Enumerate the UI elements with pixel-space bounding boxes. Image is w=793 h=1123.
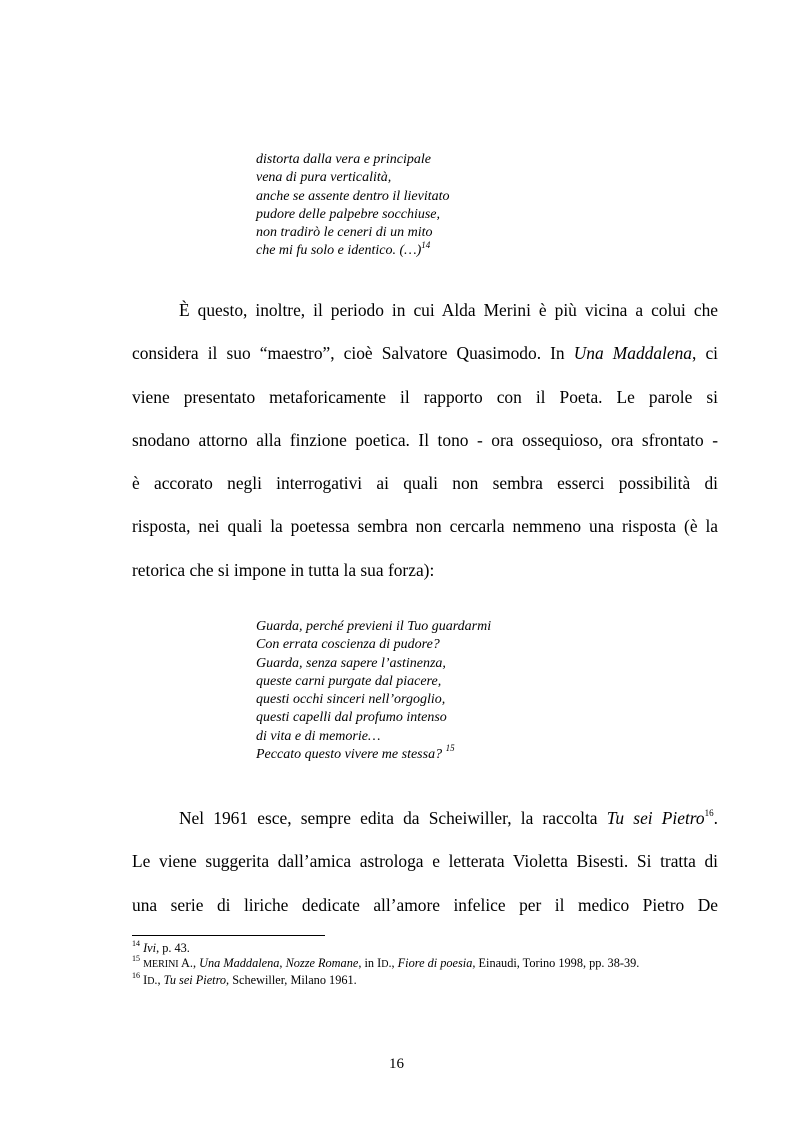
verse-quotation-2	[256, 618, 491, 764]
footnote-number: 16	[132, 970, 140, 980]
verse-line: questi capelli dal profumo intenso	[256, 710, 447, 726]
paragraph-line: viene presentato metaforicamente il rapporto con il Poeta. Le parole si	[132, 386, 718, 407]
body-paragraph-1	[132, 289, 718, 592]
paragraph-line: è accorato negli interrogativi ai quali non sembra esserci possibilità di	[132, 473, 718, 494]
text-run: Nel 1961 esce, sempre edita da Scheiwiller, la raccolta	[179, 808, 607, 828]
footnote-number: 14	[132, 938, 140, 948]
footnote-text-run: , p. 43.	[156, 941, 190, 955]
footnote-15	[132, 956, 639, 972]
footnote-text-run: , in I	[358, 956, 382, 971]
verse-line: vena di pura verticalità,	[256, 170, 392, 186]
footnote-text-run: Fiore di poesia,	[397, 956, 476, 971]
paragraph-line: una serie di liriche dedicate all’amore infelice per il medico Pietro De	[132, 894, 718, 915]
footnote-text-run: ,	[279, 956, 286, 971]
footnote-text-run: Einaudi, Torino 1998, pp. 38-39.	[475, 956, 640, 971]
footnote-number: 15	[132, 954, 140, 964]
footnote-ref-15: 15	[445, 743, 455, 754]
verse-line: di vita e di memorie…	[256, 728, 381, 744]
body-paragraph-2	[132, 797, 718, 927]
footnote-text-run: A.,	[178, 956, 200, 971]
work-title: Tu sei Pietro	[606, 808, 705, 828]
page-number: 16	[389, 1056, 404, 1072]
footnote-text-run: Una Maddalena	[199, 956, 280, 971]
verse-line: non tradirò le ceneri di un mito	[256, 225, 433, 241]
paragraph-line: È questo, inoltre, il periodo in cui Alda Merini è più vicina a colui che	[179, 300, 718, 320]
footnote-text-run: Tu sei Pietro,	[163, 972, 230, 987]
footnote-text-run: Schewiller, Milano 1961.	[229, 972, 357, 987]
text-run: , ci	[692, 343, 718, 364]
footnote-text-run: MERINI	[143, 959, 179, 971]
paragraph-line: snodano attorno alla finzione poetica. Il tono - ora ossequioso, ora sfrontato -	[132, 429, 718, 450]
footnote-ref-16: 16	[704, 808, 714, 819]
footnote-text-run: Nozze Romane	[285, 956, 359, 971]
footnotes	[132, 938, 640, 989]
verse-line: distorta dalla vera e principale	[256, 152, 431, 167]
verse-line-text: Peccato questo vivere me stessa?	[256, 747, 446, 763]
verse-line-last	[256, 239, 450, 260]
paragraph-line	[132, 332, 718, 375]
paragraph-line	[132, 797, 718, 840]
footnote-ref-14: 14	[421, 239, 431, 250]
verse-line: pudore delle palpebre socchiuse,	[256, 206, 441, 222]
verse-line: Guarda, senza sapere l’astinenza,	[256, 655, 446, 671]
footnote-text-run: .,	[154, 972, 164, 987]
verse-quotation-1	[256, 151, 450, 261]
paragraph-line: Le viene suggerita dall’amica astrologa e letterata Violetta Bisesti. Si tratta di	[132, 851, 718, 872]
verse-line-text: che mi fu solo e identico. (…)	[256, 243, 422, 259]
verse-line: queste carni purgate dal piacere,	[256, 673, 442, 689]
text-run: .	[713, 808, 718, 828]
footnote-14	[132, 938, 639, 956]
paragraph-line: risposta, nei quali la poetessa sembra non cercarla nemmeno una risposta (è la	[132, 516, 718, 537]
footnote-text-run: .,	[388, 956, 398, 971]
footnote-text-run: I	[143, 972, 148, 987]
verse-line: Guarda, perché previeni il Tuo guardarmi	[256, 619, 492, 634]
text-run: considera il suo “maestro”, cioè Salvatore Quasimodo. In	[132, 343, 574, 364]
footnote-separator	[132, 935, 325, 936]
verse-line: Con errata coscienza di pudore?	[256, 637, 440, 653]
paragraph-line: retorica che si impone in tutta la sua forza):	[132, 559, 435, 580]
footnote-16	[132, 970, 639, 989]
footnote-text-run: Ivi	[143, 941, 157, 955]
verse-line-last	[256, 743, 491, 764]
footnote-text-run: D	[381, 959, 389, 971]
footnote-text-run: D	[147, 975, 155, 987]
verse-line: anche se assente dentro il lievitato	[256, 188, 450, 204]
work-title: Una Maddalena	[573, 343, 692, 364]
verse-line: questi occhi sinceri nell’orgoglio,	[256, 692, 446, 708]
